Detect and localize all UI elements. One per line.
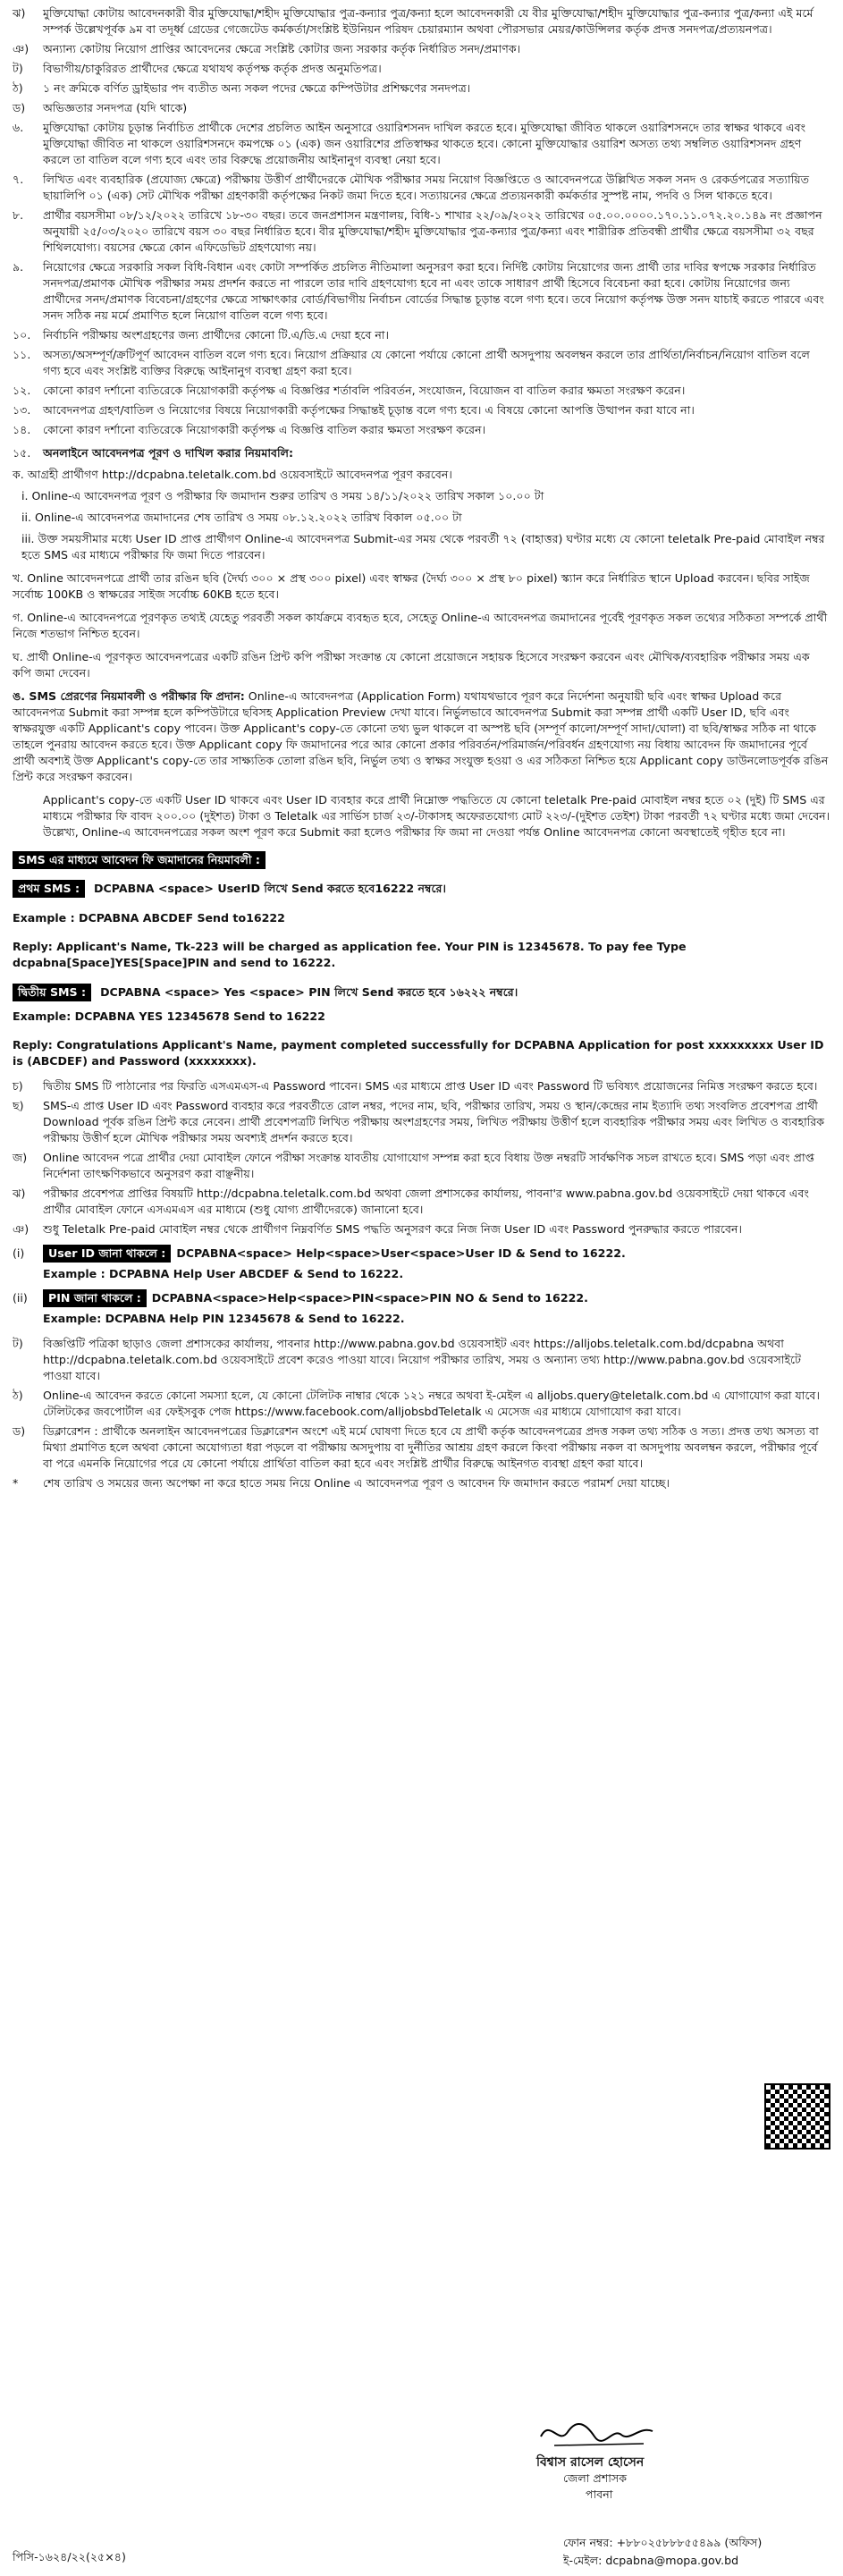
- list-item: [13, 1184, 830, 1220]
- item-number: ৬.: [13, 121, 24, 134]
- item-text: প্রার্থীর বয়সসীমা ০৮/১২/২০২২ তারিখে ১৮-৩০ বছর। তবে জনপ্রশাসন মন্ত্রণালয়, বিধি-১ শাখার ২২/০৯/২০২২ তারিখের ০৫.০০.০০০০.১৭০.১১.০৭২.২০.১৪৯ নং প্রজ্ঞাপন অনুযায়ী ২৫/০৩/২০২০ তারিখে বয়স ৩০ বছর নির্ধারিত হবে। বীর মুক্তিযোদ্ধা/শহীদ মুক্তিযোদ্ধার পুত্র-কন্যার পুত্র/কন্যা এবং শারীরিক প্রতিবন্ধী প্রার্থীর ক্ষেত্রে বয়সসীমা ৩২ বছর শিথিলযোগ্য। বয়সের ক্ষেত্রে কোন এফিডেভিট গ্রহণযোগ্য নয়।: [43, 208, 822, 254]
- online-iii: iii. উক্ত সময়সীমার মধ্যে User ID প্রাপ্ত প্রার্থীগণ Online-এ আবেদনপত্র Submit-এর সময় থেকে পরবর্তী ৭২ (বাহাত্তর) ঘণ্টার মধ্যে যে কোনো teletalk Pre-paid মোবাইল নম্বর হতে SMS এর মাধ্যমে পরীক্ষার ফি জমা দিতে পারবেন।: [21, 532, 825, 562]
- online-ga: গ. Online-এ আবেদনপত্রে পূরণকৃত তথ্যই যেহেতু পরবর্তী সকল কার্যক্রমে ব্যবহৃত হবে, সেহেতু Online-এ আবেদনপত্র জমাদানের পূর্বেই পূরণকৃত সকল তথ্যের সঠিকতা সম্পর্কে প্রার্থী নিজে শতভাগ নিশ্চিত হবেন।: [13, 611, 828, 640]
- sms-second-example: Example: DCPABNA YES 12345678 Send to 16222: [13, 1009, 325, 1023]
- recovery-text: DCPABNA<space>Help<space>PIN<space>PIN NO & Send to 16222.: [151, 1291, 588, 1305]
- item-number: ঞ): [13, 1222, 30, 1236]
- item-text: ১ নং ক্রমিকে বর্ণিত ড্রাইভার পদ ব্যতীত অন্য সকল পদের ক্ষেত্রে কম্পিউটার প্রশিক্ষণের সনদপত্র।: [43, 81, 471, 95]
- online-uma2: Applicant's copy-তে একটি User ID থাকবে এবং User ID ব্যবহার করে প্রার্থী নিম্নোক্ত পদ্ধতিতে যে কোনো teletalk Pre-paid মোবাইল নম্বর হতে ০২ (দুই) টি SMS এর মাধ্যমে পরীক্ষার ফি বাবদ ২০০.০০ (দুইশত) টাকা ও Teletalk এর সার্ভিস চার্জ ২৩/-টাকাসহ অফেরতযোগ্য মোট ২২৩/-(দুইশত তেইশ) টাকা পরবর্তী ৭২ ঘণ্টার মধ্যে জমা দেবেন। উল্লেখ্য, Online-এ আবেদনপত্রের সকল অংশ পূরণ করে Submit করা হলেও পরীক্ষার ফি জমা না দেওয়া পর্যন্ত Online আবেদনপত্র কোনো অবস্থাতেই গৃহীত হবে না।: [43, 793, 830, 839]
- item-number: ৮.: [13, 208, 24, 222]
- item-number: জ): [13, 1151, 28, 1164]
- item-text: দ্বিতীয় SMS টি পাঠানোর পর ফিরতি এসএমএস-এ Password পাবেন। SMS এর মাধ্যমে প্রাপ্ত User ID এবং Password টি ভবিষ্যৎ প্রয়োজনের নিমিত্ত সংরক্ষণ করতে হবে।: [43, 1079, 818, 1093]
- item-number: ঞ): [13, 42, 30, 55]
- list-item: [13, 59, 830, 79]
- item-text: নিয়োগের ক্ষেত্রে সরকারি সকল বিধি-বিধান এবং কোটা সম্পর্কিত প্রচলিত নীতিমালা অনুসরণ করা হবে। নির্দিষ্ট কোটায় নিয়োগের জন্য প্রার্থী তার দাবির স্বপক্ষে সরকার নির্ধারিত সনদপত্র/প্রমাণক মৌখিক পরীক্ষার সময় প্রদর্শন করতে না পারলে তার দাবি গ্রহণযোগ্য হবে না এবং তাকে সাধারণ প্রার্থী হিসেবে বিবেচনা করা হবে। কোটায় নিয়োগের জন্য প্রার্থীদের সনদ/প্রমাণক বিবেচনা/গ্রহণের ক্ষেত্রে সাক্ষাৎকার বোর্ড/বিভাগীয় নির্বাচন বোর্ডের সিদ্ধান্ত চূড়ান্ত বলে গণ্য হবে। তবে নিয়োগ কর্তৃপক্ষ উক্ত সনদ যাচাই করতে পারবে এবং সনদ সঠিক নয় মর্মে প্রমাণিত হলে নিয়োগ বাতিল বলে গণ্য হবে।: [43, 260, 824, 322]
- item-text: ডিক্লারেশন : প্রার্থীকে অনলাইন আবেদনপত্রের ডিক্লারেশন অংশে এই মর্মে ঘোষণা দিতে হবে যে প্রার্থী কর্তৃক আবেদনপত্রের প্রদত্ত সকল তথ্য সঠিক ও সত্য। প্রদত্ত তথ্য অসত্য বা মিথ্যা প্রমাণিত হলে অথবা কোনো অযোগ্যতা ধরা পড়লে বা পরীক্ষায় অসদুপায় বা দুর্নীতির আশ্রয় গ্রহণ করলে কিংবা পরীক্ষায় নকল বা অসদুপায় অবলম্বন করলে, পরীক্ষার পূর্বে বা পরে এমনকি নিয়োগের পরে যে কোনো পর্যায়ে প্রার্থিতা বাতিল করা হবে এবং সংশ্লিষ্ট প্রার্থীর বিরুদ্ধে আইনগত ব্যবস্থা গ্রহণ করা যাবে।: [43, 1424, 819, 1470]
- sms-first: [13, 880, 830, 898]
- item-number: ১০.: [13, 328, 31, 342]
- list-item: [13, 420, 830, 440]
- sms-section: [13, 846, 830, 1069]
- list-item: [13, 1386, 830, 1422]
- recovery-item: [13, 1289, 830, 1327]
- signature-scribble: [536, 2410, 805, 2454]
- list-item: [13, 1220, 830, 1239]
- item-number: ড): [13, 1424, 26, 1438]
- item-text: শেষ তারিখ ও সময়ের জন্য অপেক্ষা না করে হাতে সময় নিয়ে Online এ আবেদনপত্র পূরণ ও আবেদন ফি জমাদান করতে পরামর্শ দেয়া যাচ্ছে।: [43, 1476, 670, 1490]
- item-number: ঝ): [13, 6, 26, 20]
- list-item: [13, 1148, 830, 1184]
- list-item: [13, 98, 830, 118]
- recovery-label: User ID জানা থাকলে :: [43, 1245, 171, 1263]
- item-text: মুক্তিযোদ্ধা কোটায় আবেদনকারী বীর মুক্তিযোদ্ধা/শহীদ মুক্তিযোদ্ধার পুত্র-কন্যার পুত্র/কন্যা হলে আবেদনকারী যে বীর মুক্তিযোদ্ধা/শহীদ মুক্তিযোদ্ধার পুত্র-কন্যার পুত্র/কন্যা এই মর্মে সম্পর্ক উল্লেখপূর্বক ৯ম বা তদূর্ধ্ব গ্রেডের গেজেটেড কর্মকর্তা/সংশ্লিষ্ট ইউনিয়ন পরিষদ চেয়ারম্যান অথবা পৌরসভার মেয়র/কাউন্সিলর কর্তৃক প্রদত্ত সনদপত্র/প্রত্যয়নপত্র।: [43, 6, 813, 36]
- recovery-example: Example : DCPABNA Help User ABCDEF & Send to 16222.: [43, 1267, 404, 1280]
- online-heading-num: ১৫.: [13, 446, 31, 460]
- sms-second-text: DCPABNA <space> Yes <space> PIN লিখে Send করতে হবে ১৬২২২ নম্বরে।: [100, 985, 518, 999]
- recovery-example: Example: DCPABNA Help PIN 12345678 & Send to 16222.: [43, 1312, 405, 1325]
- online-kha: খ. Online আবেদনপত্রে প্রার্থী তার রঙিন ছবি (দৈর্ঘ্য ৩০০ × প্রস্থ ৩০০ pixel) এবং স্বাক্ষর (দৈর্ঘ্য ৩০০ × প্রস্থ ৮০ pixel) স্ক্যান করে নির্ধারিত স্থানে Upload করবেন। ছবির সাইজ সর্বোচ্চ 100KB ও স্বাক্ষরের সাইজ সর্বোচ্চ 60KB হতে হবে।: [13, 571, 810, 601]
- item-text: Online আবেদন পত্রে প্রার্থীর দেয়া মোবাইল ফোনে পরীক্ষা সংক্রান্ত যাবতীয় যোগাযোগ সম্পন্ন করা হবে বিধায় উক্ত নম্বরটি সার্বক্ষণিক সচল রাখতে হবে। SMS পড়া এবং প্রাপ্ত নির্দেশনা তাৎক্ষণিকভাবে অনুসরণ করা বাঞ্ছনীয়।: [43, 1151, 814, 1180]
- signatory-name: বিশ্বাস রাসেল হোসেন: [536, 2455, 645, 2470]
- list-item: [13, 39, 830, 59]
- signatory-title: জেলা প্রশাসক: [563, 2471, 628, 2485]
- item-text: অন্যান্য কোটায় নিয়োগ প্রাপ্তির আবেদনের ক্ষেত্রে সংশ্লিষ্ট কোটার জন্য সরকার কর্তৃক নির্ধারিত সনদ/প্রমাণক।: [43, 42, 521, 55]
- online-heading: অনলাইনে আবেদনপত্র পূরণ ও দাখিল করার নিয়মাবলি:: [43, 446, 294, 460]
- item-text: মুক্তিযোদ্ধা কোটায় চূড়ান্ত নির্বাচিত প্রার্থীকে দেশের প্রচলিত আইন অনুসারে ওয়ারিশসনদ দাখিল করতে হবে। মুক্তিযোদ্ধা জীবিত থাকলে ওয়ারিশসনদে তার স্বাক্ষর থাকবে এবং মুক্তিযোদ্ধা জীবিত না থাকলে ওয়ারিশসনদে কমপক্ষে ০১ (এক) জন ওয়ারিশের প্রতিস্বাক্ষর থাকতে হবে। কোনো মুক্তিযোদ্ধার ওয়ারিশ অসত্য তথ্য সম্বলিত ওয়ারিশসনদ গ্রহণ করলে তা বাতিল বলে গণ্য হবে এবং তার বিরুদ্ধে প্রয়োজনীয় আইনানুগ ব্যবস্থা নেয়া হবে।: [43, 121, 806, 166]
- list-item: [13, 1422, 830, 1474]
- list-item: [13, 401, 830, 420]
- recovery-text: DCPABNA<space> Help<space>User<space>User ID & Send to 16222.: [176, 1246, 626, 1260]
- online-uma-text: Online-এ আবেদনপত্র (Application Form) যথাযথভাবে পূরণ করে নির্দেশনা অনুযায়ী ছবি এবং স্বাক্ষর Upload করে আবেদনপত্র Submit করা সম্পন্ন হলে কম্পিউটারে ছবিসহ Application Preview দেখা যাবে। নির্ভুলভাবে আবেদনপত্র Submit করা সম্পন্ন প্রার্থী একটি User ID, ছবি এবং স্বাক্ষরযুক্ত একটি Applicant's copy পাবেন। উক্ত Applicant's copy-তে কোনো তথ্য ভুল থাকলে বা অস্পষ্ট ছবি (সম্পূর্ণ কালো/সম্পূর্ণ সাদা/ঘোলা) বা ছবি/স্বাক্ষর সঠিক না থাকে তাহলে পুনরায় আবেদন করতে হবে। উক্ত Applicant copy ফি জমাদানের পরে আর কোনো প্রকার পরিবর্তন/পরিমার্জন/পরিবর্ধন গ্রহণযোগ্য নয় বিধায় আবেদন ফি জমাদানের পূর্বে প্রার্থী অবশ্যই উক্ত Applicant's copy-তে তার সাক্ষ্যতিক তোলা রঙিন ছবি, নির্ভুল তথ্য ও স্বাক্ষর সংযুক্ত হওয়া ও এর সঠিকতা নিশ্চিত হয়ে Applicant copy ডাউনলোডপূর্বক রঙিন প্রিন্ট করে সংরক্ষণ করবেন।: [13, 689, 829, 783]
- list-item: [13, 118, 830, 170]
- item-text: Online-এ আবেদন করতে কোনো সমস্যা হলে, যে কোনো টেলিটক নাম্বার থেকে ১২১ নম্বরে অথবা ই-মেইল এ alljobs.query@teletalk.com.bd এ যোগাযোগ করা যাবে। টেলিটকের জবপোর্টাল এর ফেইসবুক পেজ https://www.facebook.com/alljobsbdTeletalk এ মেসেজ এর মাধ্যমে যোগাযোগ করা যাবে।: [43, 1389, 821, 1418]
- after-sms-list: [13, 1077, 830, 1239]
- item-number: ১২.: [13, 384, 31, 397]
- recovery-line: [13, 1245, 830, 1263]
- sms-heading: SMS এর মাধ্যমে আবেদন ফি জমাদানের নিয়মাবলী :: [13, 851, 266, 869]
- recovery-line: [13, 1289, 830, 1307]
- office-email: ই-মেইল: dcpabna@mopa.gov.bd: [563, 2554, 739, 2567]
- item-number: ট): [13, 1337, 23, 1350]
- online-section: [13, 443, 830, 840]
- online-ii: ii. Online-এ আবেদনপত্র জমাদানের শেষ তারিখ ও সময় ০৮.১২.২০২২ তারিখ বিকাল ০৫.০০ টা: [21, 511, 462, 524]
- list-item: [13, 4, 830, 39]
- sms-second-label: দ্বিতীয় SMS :: [13, 984, 91, 1001]
- item-text: পরীক্ষার প্রবেশপত্র প্রাপ্তির বিষয়টি http://dcpabna.teletalk.com.bd অথবা জেলা প্রশাসকের কার্যালয়, পাবনা'র www.pabna.gov.bd ওয়েবসাইটে দেয়া থাকবে এবং প্রার্থীর মোবাইল ফোনে এসএমএস এর মাধ্যমে (শুধু যোগ্য প্রার্থীদেরকে) জানানো হবে।: [43, 1187, 809, 1216]
- item-number: ঝ): [13, 1187, 26, 1200]
- sms-first-text: DCPABNA <space> UserID লিখে Send করতে হবে16222 নম্বরে।: [94, 882, 446, 895]
- list-item: [13, 1077, 830, 1096]
- signatory-district: পাবনা: [586, 2487, 613, 2501]
- list-item: [13, 206, 830, 258]
- item-number: ১৪.: [13, 423, 31, 436]
- qr-code: [764, 2083, 830, 2149]
- online-uma-title: ঙ. SMS প্রেরণের নিয়মাবলী ও পরীক্ষার ফি প্রদান:: [13, 689, 245, 703]
- online-gha: ঘ. প্রার্থী Online-এ পূরণকৃত আবেদনপত্রের একটি রঙিন প্রিন্ট কপি পরীক্ষা সংক্রান্ত যে কোনো প্রয়োজনে সহায়ক হিসেবে সংরক্ষণ করবেন এবং মৌখিক/ব্যবহারিক পরীক্ষার সময় এক কপি জমা দেবেন।: [13, 650, 810, 680]
- item-text: SMS-এ প্রাপ্ত User ID এবং Password ব্যবহার করে পরবর্তীতে রোল নম্বর, পদের নাম, ছবি, পরীক্ষার তারিখ, সময় ও স্থান/কেন্দ্রের নাম ইত্যাদি তথ্য সংবলিত প্রবেশপত্র প্রার্থী Download পূর্বক রঙিন প্রিন্ট করে নেবেন। প্রার্থী প্রবেশপত্রটি লিখিত পরীক্ষায় অংশগ্রহণের সময়, লিখিত পরীক্ষায় উত্তীর্ণ হলে ব্যবহারিক পরীক্ষার সময় এবং লিখিত ও ব্যবহারিক পরীক্ষায় উত্তীর্ণ হলে মৌখিক পরীক্ষার সময় অবশ্যই প্রদর্শন করতে হবে।: [43, 1099, 825, 1144]
- item-number: ১৩.: [13, 403, 31, 417]
- sms-first-example: Example : DCPABNA ABCDEF Send to16222: [13, 911, 285, 925]
- item-text: লিখিত এবং ব্যবহারিক (প্রযোজ্য ক্ষেত্রে) পরীক্ষায় উত্তীর্ণ প্রার্থীদেরকে মৌখিক পরীক্ষার সময় নিয়োগ বিজ্ঞপ্তিতে ও আবেদনপত্রে উল্লিখিত সকল সনদ ও রেকর্ডপত্রের সত্যায়িত ছায়ালিপি ০১ (এক) সেট মৌখিক পরীক্ষা গ্রহণকারী কর্তৃপক্ষের নিকট জমা দিতে হবে। সত্যায়নের ক্ষেত্রে প্রত্যয়নকারী কর্মকর্তার সুস্পষ্ট নাম, পদবি ও সিল থাকতে হবে।: [43, 173, 810, 202]
- item-number: ঠ): [13, 81, 23, 95]
- list-item: [13, 1096, 830, 1148]
- list-item: [13, 1474, 830, 1493]
- list-item: [13, 381, 830, 401]
- list-item: [13, 258, 830, 325]
- item-text: নির্বাচনি পরীক্ষায় অংশগ্রহণের জন্য প্রার্থীদের কোনো টি.এ/ডি.এ দেয়া হবে না।: [43, 328, 390, 342]
- item-number: ছ): [13, 1099, 24, 1112]
- signature-drawing: [536, 2410, 662, 2454]
- list-item: [13, 345, 830, 381]
- item-number: ঠ): [13, 1389, 23, 1402]
- online-uma: [13, 688, 830, 785]
- online-ka: ক. আগ্রহী প্রার্থীগণ http://dcpabna.teletalk.com.bd ওয়েবসাইটে আবেদনপত্র পূরণ করবেন।: [13, 468, 452, 481]
- item-number: চ): [13, 1079, 23, 1093]
- recovery-number: (i): [13, 1246, 25, 1260]
- item-text: কোনো কারণ দর্শানো ব্যতিরেকে নিয়োগকারী কর্তৃপক্ষ এ বিজ্ঞপ্তি বাতিল করার ক্ষমতা সংরক্ষণ করেন।: [43, 423, 486, 436]
- recovery-item: [13, 1245, 830, 1282]
- item-number: ড): [13, 101, 26, 114]
- item-number: ৭.: [13, 173, 24, 186]
- list-item: [13, 79, 830, 98]
- item-text: কোনো কারণ দর্শানো ব্যতিরেকে নিয়োগকারী কর্তৃপক্ষ এ বিজ্ঞপ্তির শর্তাবলি পরিবর্তন, সংযোজন, বিয়োজন বা বাতিল করার ক্ষমতা সংরক্ষণ করেন।: [43, 384, 686, 397]
- item-text: আবেদনপত্র গ্রহণ/বাতিল ও নিয়োগের বিষয়ে নিয়োগকারী কর্তৃপক্ষের সিদ্ধান্তই চূড়ান্ত বলে গণ্য হবে। এ বিষয়ে কোনো আপত্তি উত্থাপন করা যাবে না।: [43, 403, 695, 417]
- sms-second: [13, 984, 830, 1001]
- office-phone: ফোন নম্বর: +৮৮০২৫৮৮৮৫৫৪৯৯ (অফিস): [563, 2536, 763, 2549]
- signature-block: [536, 2410, 805, 2503]
- list-item: [13, 1334, 830, 1386]
- item-text: শুধু Teletalk Pre-paid মোবাইল নম্বর থেকে প্রার্থীগণ নিম্নবর্ণিত SMS পদ্ধতি অনুসরণ করে নিজ নিজ User ID এবং Password পুনরুদ্ধার করতে পারবেন।: [43, 1222, 743, 1236]
- recovery-section: [13, 1245, 830, 1327]
- list-item: [13, 170, 830, 206]
- item-text: বিভাগীয়/চাকুরিরত প্রার্থীদের ক্ষেত্রে যথাযথ কর্তৃপক্ষ কর্তৃক প্রদত্ত অনুমতিপত্র।: [43, 62, 382, 75]
- item-number: ১১.: [13, 348, 31, 361]
- item-text: অসত্য/অসম্পূর্ণ/ক্রটিপূর্ণ আবেদন বাতিল বলে গণ্য হবে। নিয়োগ প্রক্রিয়ার যে কোনো পর্যায়ে কোনো প্রার্থী অসদুপায় অবলম্বন করলে তার প্রার্থিতা/নির্বাচন/নিয়োগ বাতিল বলে গণ্য হবে এবং সংশ্লিষ্ট ব্যক্তির বিরুদ্ধে আইনানুগ ব্যবস্থা গ্রহণ করা হবে।: [43, 348, 810, 377]
- recovery-number: (ii): [13, 1291, 28, 1305]
- footer-code: পিসি-১৬২৪/২২(২৫×৪): [13, 2550, 126, 2563]
- item-number: ট): [13, 62, 23, 75]
- last-items-list: [13, 1334, 830, 1493]
- recovery-label: PIN জানা থাকলে :: [43, 1289, 147, 1307]
- sms-second-reply: Reply: Congratulations Applicant's Name, payment completed successfully for DCPABNA Application for post xxxxxxxxx User ID is (ABCDEF) and Password (xxxxxxxx).: [13, 1038, 824, 1068]
- item-text: অভিজ্ঞতার সনদপত্র (যদি থাকে): [43, 101, 188, 114]
- item-number: ৯.: [13, 260, 24, 274]
- item-number: *: [13, 1476, 19, 1490]
- item-text: বিজ্ঞপ্তিটি পত্রিকা ছাড়াও জেলা প্রশাসকের কার্যালয়, পাবনার http://www.pabna.gov.bd ওয়েবসাইট এবং https://alljobs.teletalk.com.bd/dcpabna অথবা http://dcpabna.teletalk.com.bd ওয়েবসাইটে প্রবেশ করেও পাওয়া যাবে। নিয়োগ পরীক্ষার তারিখ, সময় ও অন্যান্য তথ্য http://www.pabna.gov.bd ওয়েবসাইটে পাওয়া যাবে।: [43, 1337, 801, 1382]
- list-item: [13, 325, 830, 345]
- online-i: i. Online-এ আবেদনপত্র পূরণ ও পরীক্ষার ফি জমাদান শুরুর তারিখ ও সময় ১৪/১১/২০২২ তারিখ সকাল ১০.০০ টা: [21, 489, 544, 503]
- sms-first-label: প্রথম SMS :: [13, 880, 85, 898]
- items-list: [13, 4, 830, 440]
- sms-first-reply: Reply: Applicant's Name, Tk-223 will be charged as application fee. Your PIN is 12345678. To pay fee Type dcpabna[Space]YES[Space]PIN and send to 16222.: [13, 940, 687, 969]
